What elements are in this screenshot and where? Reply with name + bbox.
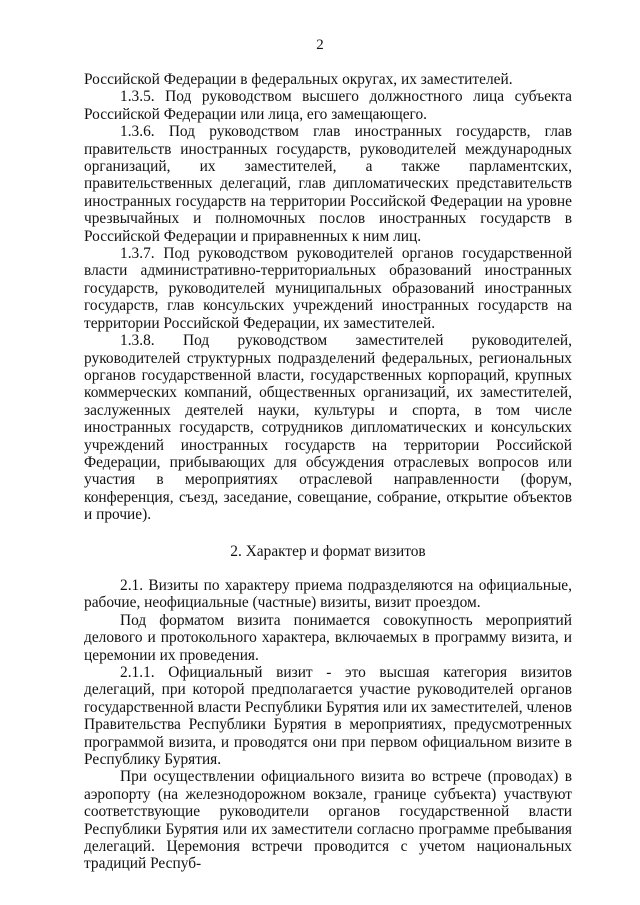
paragraph-continuation: Российской Федерации в федеральных округах, их заместителей.	[84, 71, 513, 88]
section-heading: 2. Характер и формат визитов	[230, 542, 426, 560]
paragraph-1-3-8: 1.3.8. Под руководством заместителей руководителей, руководителей структурных подразделений федеральных, региональных органов государственной власти, государственных корпораций, крупных коммерческих компаний, общественных организаций, их заместителей, заслуженных деятелей науки, культуры и спорта, в том числе иностранных государств, сотрудников дипломатических и консульских учреждений иностранных государств на территории Российской Федерации, прибывающих для обсуждения отраслевых вопросов или участия в мероприятиях отраслевой направленности (форум, конференция, съезд, заседание, совещание, собрание, открытие объектов и прочие).	[84, 332, 572, 524]
paragraph-1-3-5: 1.3.5. Под руководством высшего должностного лица субъекта Российской Федерации или лица, его замещающего.	[84, 88, 572, 123]
paragraph-visit-format: Под форматом визита понимается совокупность мероприятий делового и протокольного характера, включаемых в программу визита, и церемонии их проведения.	[84, 611, 572, 664]
page-number: 2	[316, 37, 324, 53]
paragraph-1-3-6: 1.3.6. Под руководством глав иностранных государств, глав правительств иностранных государств, руководителей международных организаций, их заместителей, а также парламентских, правительственных делегаций, глав дипломатических представительств иностранных государств на территории Российской Федерации на уровне чрезвычайных и полномочных послов иностранных государств в Российской Федерации и приравненных к ним лиц.	[84, 123, 572, 245]
paragraph-2-1: 2.1. Визиты по характеру приема подразделяются на официальные, рабочие, неофициальные (частные) визиты, визит проездом.	[84, 576, 572, 612]
paragraph-1-3-7: 1.3.7. Под руководством руководителей органов государственной власти административно-территориальных образований иностранных государств, руководителей муниципальных образований иностранных государств, глав консульских учреждений иностранных государств на территории Российской Федерации, их заместителей.	[84, 245, 572, 332]
paragraph-official-visit-meeting: При осуществлении официального визита во встрече (проводах) в аэропорту (на железнодорожном вокзале, границе субъекта) участвуют соответствующие руководители органов государственной власти Республики Бурятия или их заместители согласно программе пребывания делегаций. Церемония встречи проводится с учетом национальных традиций Респуб-	[84, 768, 572, 873]
paragraph-2-1-1: 2.1.1. Официальный визит - это высшая категория визитов делегаций, при которой предполагается участие руководителей органов государственной власти Республики Бурятия или их заместителей, членов Правительства Республики Бурятия в мероприятиях, предусмотренных программой визита, и проводятся они при первом официальном визите в Республику Бурятия.	[84, 664, 572, 769]
document-body	[84, 71, 572, 873]
